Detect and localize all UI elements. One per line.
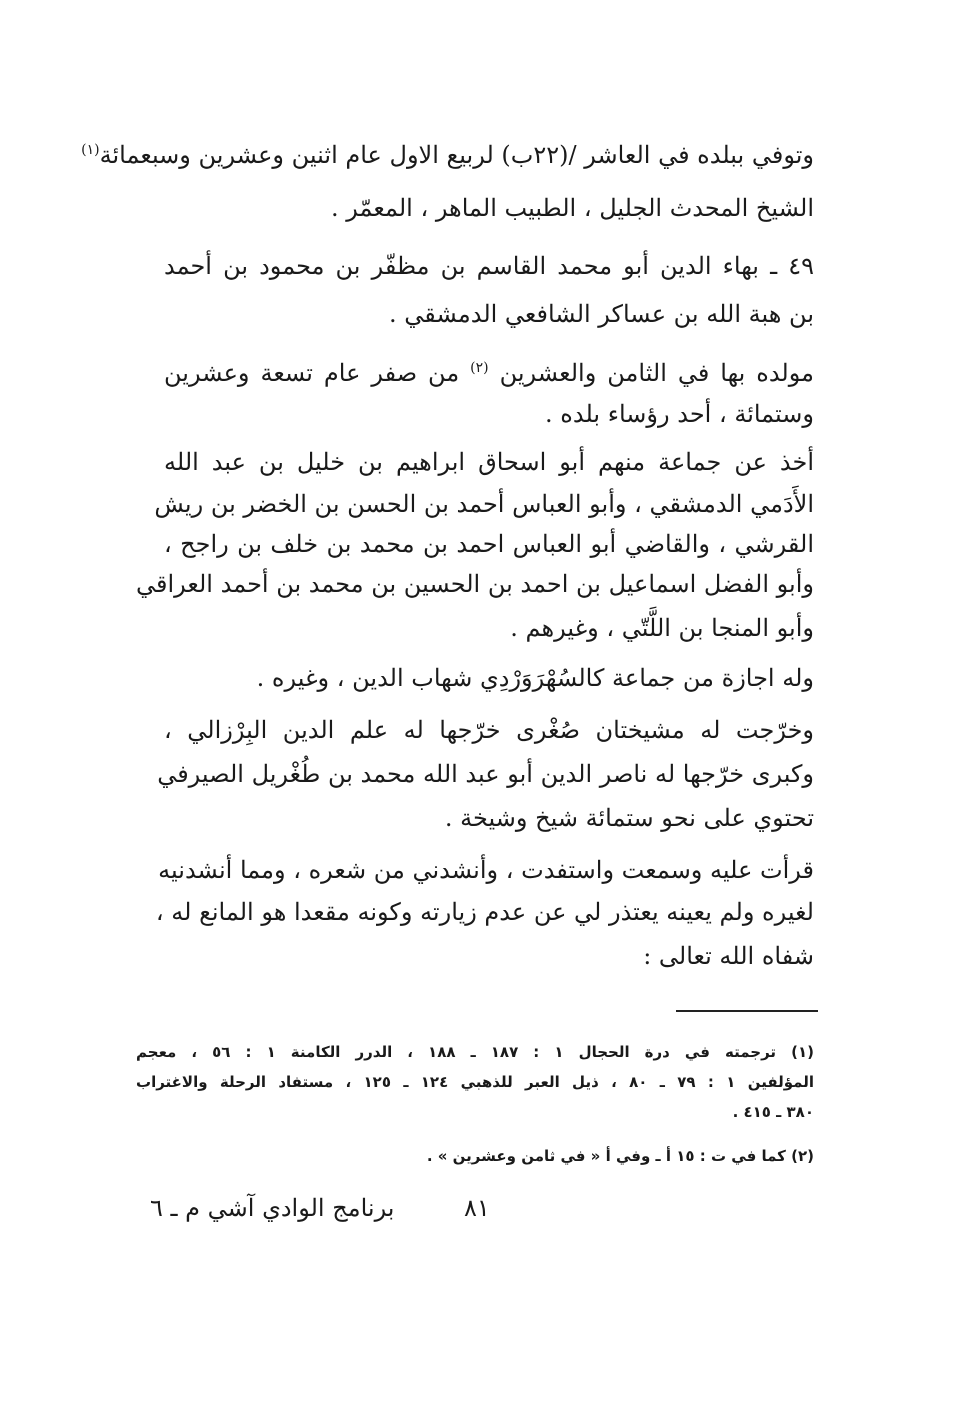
entry-49-heading-line-1: ٤٩ ـ بهاء الدين أبو محمد القاسم بن مظفّر بن محمود بن أحمد — [164, 252, 814, 280]
footnote-1-line-2: المؤلفين ١ : ٧٩ ـ ٨٠ ، ذيل العبر للذهبي ١٢٤ ـ ١٢٥ ، مستفاد الرحلة والاغتراب — [136, 1073, 815, 1091]
footnote-separator — [676, 1010, 818, 1012]
reading-line-2: لغيره ولم يعينه يعتذر لي عن عدم زيارته وكونه مقعدا هو المانع له ، — [155, 898, 814, 926]
page-number: ٨١ — [464, 1194, 490, 1222]
reading-line-3: شفاه الله تعالى : — [643, 942, 814, 970]
mashyakha-line-3: تحتوي على نحو ستمائة شيخ وشيخة . — [444, 804, 814, 832]
teachers-line-5: وأبو المنجا بن اللَّتّي ، وغيرهم . — [510, 614, 814, 642]
mashyakha-line-1: وخرّجت له مشيختان صُغْرى خرّجها له علم الدين البِرْزالي ، — [164, 716, 815, 744]
body-line-birth — [164, 350, 814, 391]
birth-text-part-1: مولده بها في الثامن والعشرين — [499, 359, 814, 387]
teachers-line-1: أخذ عن جماعة منهم أبو اسحاق ابراهيم بن خليل بن عبد الله — [164, 448, 814, 476]
footnote-marker-2: (٢) — [470, 360, 489, 376]
entry-49-heading-line-2: بن هبة الله بن عساكر الشافعي الدمشقي . — [389, 300, 814, 328]
body-line-birth-cont: وستمائة ، أحد رؤساء بلده . — [545, 400, 814, 428]
footnote-1-line-3: ٣٨٠ ـ ٤١٥ . — [732, 1103, 814, 1121]
footnote-2: (٢) كما في ت : ١٥ أ ـ وفي أ « في ثامن وعشرين » . — [426, 1147, 814, 1165]
teachers-line-4: وأبو الفضل اسماعيل بن احمد بن الحسين بن محمد بن أحمد العراقي — [136, 570, 814, 598]
teachers-line-2: الأَدَمي الدمشقي ، وأبو العباس أحمد بن الحسن بن الخضر بن ريش — [154, 490, 814, 518]
footnote-marker-1: (١) — [81, 142, 100, 158]
teachers-line-3: القرشي ، والقاضي أبو العباس احمد بن محمد بن خلف بن راجح ، — [164, 530, 814, 558]
running-title: برنامج الوادي آشي م ـ ٦ — [150, 1194, 395, 1222]
footnote-1-line-1: (١) ترجمته في درة الحجال ١ : ١٨٧ ـ ١٨٨ ، الدرر الكامنة ١ : ٥٦ ، معجم — [136, 1043, 814, 1061]
ijaza-line: وله اجازة من جماعة كالسُهْرَوَرْدِي شهاب الدين ، وغيره . — [256, 664, 814, 692]
reading-line-1: قرأت عليه وسمعت واستفدت ، وأنشدني من شعره ، ومما أنشدنيه — [158, 856, 814, 884]
body-line-1-text: وتوفي ببلده في العاشر /(٢٢ب) لربيع الاول عام اثنين وعشرين وسبعمائة — [99, 141, 814, 169]
mashyakha-line-2: وكبرى خرّجها له ناصر الدين أبو عبد الله محمد بن طُغْريل الصيرفي — [157, 760, 814, 788]
birth-text-part-2: من صفر عام تسعة وعشرين — [164, 359, 460, 387]
body-line-2: الشيخ المحدث الجليل ، الطبيب الماهر ، المعمّر . — [331, 194, 814, 222]
body-line-1 — [81, 132, 814, 173]
